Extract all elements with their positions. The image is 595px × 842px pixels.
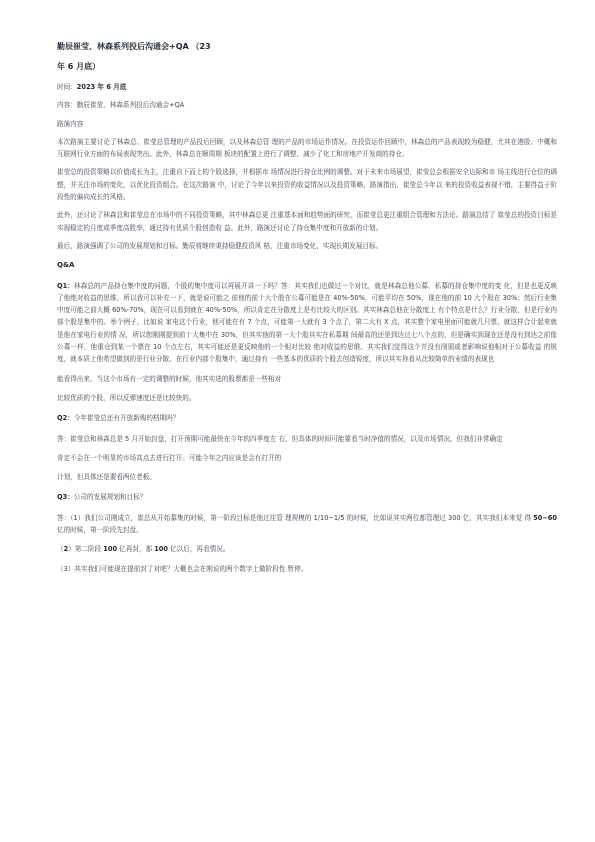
doc-title-line-2: 年 6 月底） [57, 62, 101, 71]
roadshow-paragraph-4: 最后，路演强调了公司的发展规划和目标。勤辰将继续秉持稳健投资风 格，注重市场变化，实现长期发展目标。 [57, 241, 383, 250]
q3-answer-2-num: 2 [63, 545, 69, 554]
time-label: 时间： [57, 83, 77, 91]
q3-answer-2 [57, 543, 557, 555]
q2-continuation-2: 计划，但具体还是要看两位老板。 [57, 473, 156, 482]
q2-label: Q2： [57, 414, 74, 423]
q3-answer-2-post: 亿以后，再看情况。 [167, 545, 230, 554]
q1-continuation-2: 比较优质的个股，所以反弹速度还是比较快的。 [57, 393, 196, 402]
q3-body: 公司的发展规划和目标？ [73, 493, 147, 502]
q3-answer-3: （3）其实我们可能现在提前封了对吧？大概也会在刚说的两个数字上做阶段性 暂停。 [57, 564, 308, 573]
q3-answer-1-pre: 答：（1）我们公司刚成立，崔总从开始募集的时候，第一阶段目标是他过往管 理规模的 1/10~1/5 的时候，比如说其实两位都管理过 300 亿，其实我们本来觉 得 [57, 513, 534, 522]
q1-block [57, 280, 557, 366]
q2-body: 今年崔莹总还有开放新购的档期吗？ [73, 414, 180, 423]
content-line: 内容：勤辰崔莹、林森系列投后沟通会+QA [57, 101, 185, 110]
q3-label: Q3： [57, 493, 74, 502]
q3-block [57, 491, 557, 503]
q1-body: 林森总的产品持仓集中度的问题，个股的集中度可以再展开讲一下吗？答：其实我们也做过一个对比，就是林森总他公募、私募的持仓集中度的变 化，但是也更反映了他绝对收益的思维。所以我可以补充一下，就是说可能之 前他的前十大个股在公募可能是在 40%-50%，可能平均在 50%，现在他的前 10 大个股在 30%；然后行业集中度可能之前大概 60%-70%，现在可以看到就在 40%-50%，所以肯定在分散度上是有比较大的区别。其实林森总他在分散度上 有个特点是什么？行业分散，但是行业内部个股是集中的。举个例子，比如说 家电这个行业，他可能在有 7 个点，可能第一大就有 3 个点了，第二大有 X 点，其实整个家电里面可能就几只票，就这样合计起来就是他在家电行业的情 况，所以您刚刚提到前十大集中在 30%，但其实他的第一大个股其实在私募期 间最高的还是到达过七八个点的，但是确实到现在还是没有到达之前像公募一样，他重仓到某一个票在 10 个点左右，其实可能还是更反映他的一个相对比较 绝对收益的思维。其实我们觉得这个并没有削弱或者影响说他相对于公募收益 的锐度，就本质上他希望做到的是行业分散、在行业内部个股集中，通过持有 一些基本的优质的个股去创造锐度，所以其实你看从比较简单的业绩的表现也 [57, 281, 557, 364]
q1-continuation-1: 能看得出来，当这个市场有一定的调整的时候，他其实选的股票都是一些相对 [57, 374, 282, 383]
doc-title-line-1: 勤辰崔莹、林森系列投后沟通会+QA （23 [57, 42, 211, 51]
q2-answer: 答：崔莹总和林森总是 5 月开始封盘，打开预期可能最快在今年的四季度左 右，但具体的时间可能要看当时净值的情况，以及市场情况。但我们非常确定 [57, 434, 503, 443]
roadshow-paragraph-2: 崔莹总的投资策略以价值成长为主，注重自下而上的个股选择，并根据市 场情况进行持仓比例的调整。对于未来市场展望，崔莹总会根据安全边际和市 场主线进行仓位的调整，并关注市场的变化，以优化投资组合。在这次路演 中，讨论了今年以来投资的收益情况以及投资策略，路演指出，崔莹总今年以 来的投资收益表现不错，主要得益于阶段性的偏向成长的风格。 [57, 168, 557, 202]
q3-answer-1 [57, 512, 557, 537]
q3-answer-2-value-1: 100 [103, 545, 118, 554]
q3-answer-2-mid2: 亿再封，那 [117, 545, 155, 554]
q1-label: Q1： [57, 281, 74, 290]
q3-answer-1-post: 亿的时候，第一阶段先封盘。 [57, 526, 143, 535]
q3-answer-2-value-2: 100 [154, 545, 168, 554]
time-value: 2023 年 6 月底 [76, 83, 127, 91]
time-line [57, 81, 557, 93]
q3-answer-1-range: 50~60 [533, 513, 557, 522]
section-roadshow: 路演内容 [57, 119, 84, 128]
q2-block [57, 412, 557, 424]
q3-answer-2-mid1: ）第二阶段 [68, 545, 104, 554]
q3-answer-2-pre: （ [57, 545, 64, 554]
roadshow-paragraph-3: 此外，还讨论了林森总和崔莹总在市场中的不同投资策略，其中林森总更 注重基本面和趋势面的研究，而崔莹总更注重组合管理和方法论。路演总结了 崔莹总的投资目标是实现稳定的月度或季度高胜率，通过持有优质个股创造收 益。此外，路演还讨论了持仓集中度和开放新的计划。 [57, 211, 557, 232]
qa-heading: Q&A [57, 261, 75, 270]
roadshow-paragraph-1: 本次路演主要讨论了林森总、崔莹总管理的产品投后回顾，以及林森总管 理的产品的市场运作情况。在投资运作回顾中，林森总的产品表现较为稳健，尤其在港股、中概和互联网行业方面的布局表现突出。此外，林森总在顺周期 板块的配置上进行了调整，减少了化工和房地产开发商的持仓。 [57, 137, 557, 159]
q2-continuation-1: 肯定不会在一个明显的市场高点去进行打开。可能今年之内应该是会有打开的 [57, 453, 282, 462]
